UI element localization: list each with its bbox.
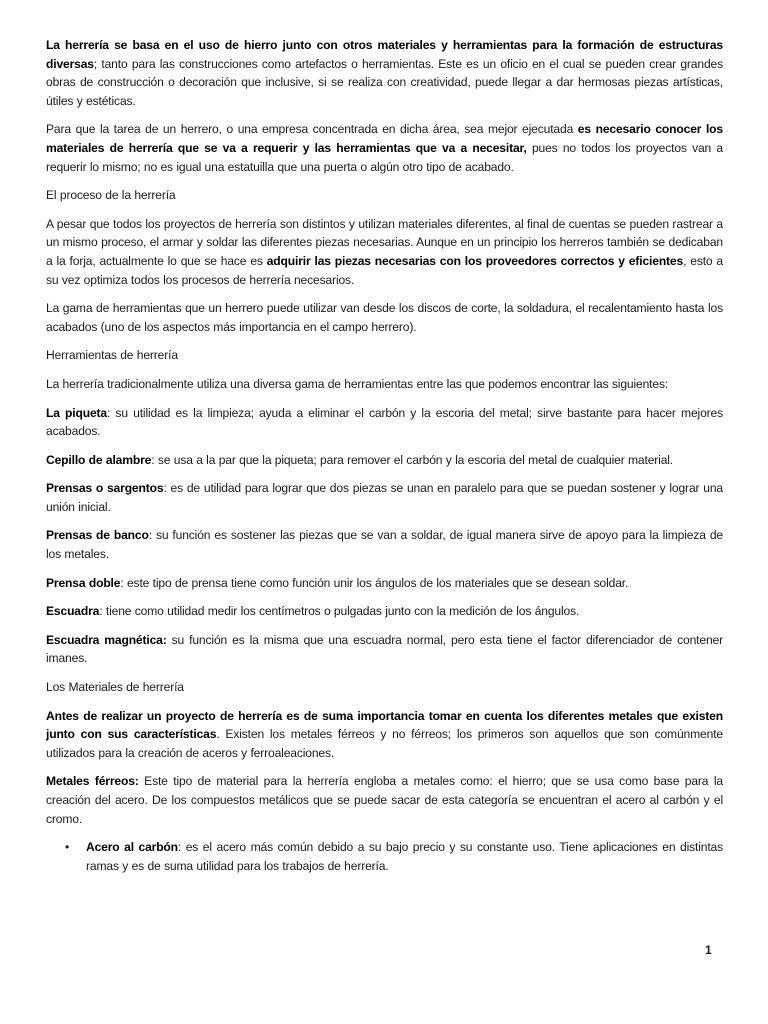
bullet-icon: • — [65, 840, 70, 855]
tool-term: Prensas de banco — [46, 528, 149, 543]
tool-desc: : su utilidad es la limpieza; ayuda a eliminar el carbón y la escoria del metal; sirve bastante para hacer mejores acabados. — [46, 405, 723, 439]
intro-bold: La herrería se basa en el uso de hierro junto con otros materiales y herramientas para la formación de estructuras diversas — [46, 38, 723, 71]
tool-desc: : este tipo de prensa tiene como función unir los ángulos de los materiales que se desean soldar. — [120, 575, 629, 590]
document-page — [46, 36, 723, 875]
process-text-1: A pesar que todos los proyectos de herrería son distintos y utilizan materiales diferentes, al final de cuentas se pueden rastrear a un mismo proceso, el armar y soldar las diferentes piezas necesarias. Aunque en un principio los herreros también se dedicaban a la forja, actualmente lo que se hace es — [46, 216, 723, 268]
ferrous-bold: Metales férreos: — [46, 774, 139, 789]
intro-paragraph — [46, 36, 723, 110]
page-number: 1 — [705, 943, 712, 957]
tool-item — [46, 451, 723, 470]
tool-desc: : es de utilidad para lograr que dos piezas se unan en paralelo para que se puedan sostener y lograr una unión inicial. — [46, 481, 723, 514]
tool-item — [46, 479, 723, 516]
bullet-paragraph — [86, 838, 723, 875]
requirements-paragraph — [46, 120, 723, 176]
ferrous-metals-paragraph — [46, 772, 723, 828]
tool-term: La piqueta — [46, 405, 107, 420]
tool-term: Escuadra magnética: — [46, 632, 167, 647]
tool-term: Cepillo de alambre — [46, 452, 152, 467]
tool-item — [46, 602, 723, 621]
requirements-text-2: pues no todos los proyectos van a requerir lo mismo; no es igual una estatuilla que una puerta o algún otro tipo de acabado. — [46, 140, 724, 174]
tool-term: Prensas o sargentos — [46, 481, 164, 496]
tool-term: Prensa doble — [46, 575, 121, 590]
process-paragraph — [46, 215, 723, 289]
requirements-text-1: Para que la tarea de un herrero, o una empresa concentrada en dicha área, sea mejor ejecutada — [46, 122, 578, 137]
tool-desc: : tiene como utilidad medir los centímetros o pulgadas junto con la medición de los ángulos. — [99, 604, 580, 619]
section-heading-proceso: El proceso de la herrería — [46, 188, 176, 203]
bullet-term: Acero al carbón — [86, 840, 178, 855]
section-heading-herramientas: Herramientas de herrería — [46, 348, 178, 363]
tool-term: Escuadra — [46, 604, 100, 619]
process-text-2: , esto a su vez optimiza todos los procesos de herrería necesarios. — [46, 253, 724, 287]
bullet-desc: : es el acero más común debido a su bajo precio y su constante uso. Tiene aplicaciones en distintas ramas y es de suma utilidad para los trabajos de herrería. — [86, 840, 724, 873]
requirements-bold: es necesario conocer los materiales de herrería que se va a requerir y las herramientas que va a necesitar, — [46, 122, 723, 155]
intro-text: ; tanto para las construcciones como artefactos o herramientas. Este es un oficio en el cual se pueden crear grandes obras de construcción o decoración que inclusive, si se realiza con creatividad, puede llegar a dar hermosas piezas artísticas, útiles y estéticas. — [46, 56, 723, 108]
materials-text: . Existen los metales férreos y no férreos; los primeros son aquellos que son comúnmente utilizados para la creación de aceros y ferroaleaciones. — [46, 727, 723, 760]
materials-bold: Antes de realizar un proyecto de herrería es de suma importancia tomar en cuenta los diferentes metales que existen junto con sus características — [46, 708, 723, 742]
bullet-list-item — [46, 838, 723, 875]
tool-desc: : su función es sostener las piezas que se van a soldar, de igual manera sirve de apoyo para la limpieza de los metales. — [46, 528, 723, 562]
ferrous-text: Este tipo de material para la herrería engloba a metales como: el hierro; que se usa como base para la creación del acero. De los compuestos metálicos que se puede sacar de esta categoría se encuentran el acero al carbón y el cromo. — [46, 774, 723, 826]
tool-item — [46, 574, 723, 593]
tool-item — [46, 631, 723, 668]
section-heading-materiales: Los Materiales de herrería — [46, 680, 184, 695]
tool-item — [46, 404, 723, 441]
tool-item — [46, 526, 723, 563]
tool-desc: : se usa a la par que la piqueta; para remover el carbón y la escoria del metal de cualquier material. — [151, 452, 674, 467]
process-bold: adquirir las piezas necesarias con los proveedores correctos y eficientes — [266, 253, 684, 268]
tools-intro-paragraph: La herrería tradicionalmente utiliza una diversa gama de herramientas entre las que podemos encontrar las siguientes: — [46, 376, 669, 391]
tools-range-paragraph: La gama de herramientas que un herrero puede utilizar van desde los discos de corte, la soldadura, el recalentamiento hasta los acabados (uno de los aspectos más importancia en el campo herrero). — [46, 301, 723, 334]
tool-desc: su función es la misma que una escuadra normal, pero esta tiene el factor diferenciador de contener imanes. — [46, 632, 723, 666]
materials-intro-paragraph — [46, 707, 723, 763]
